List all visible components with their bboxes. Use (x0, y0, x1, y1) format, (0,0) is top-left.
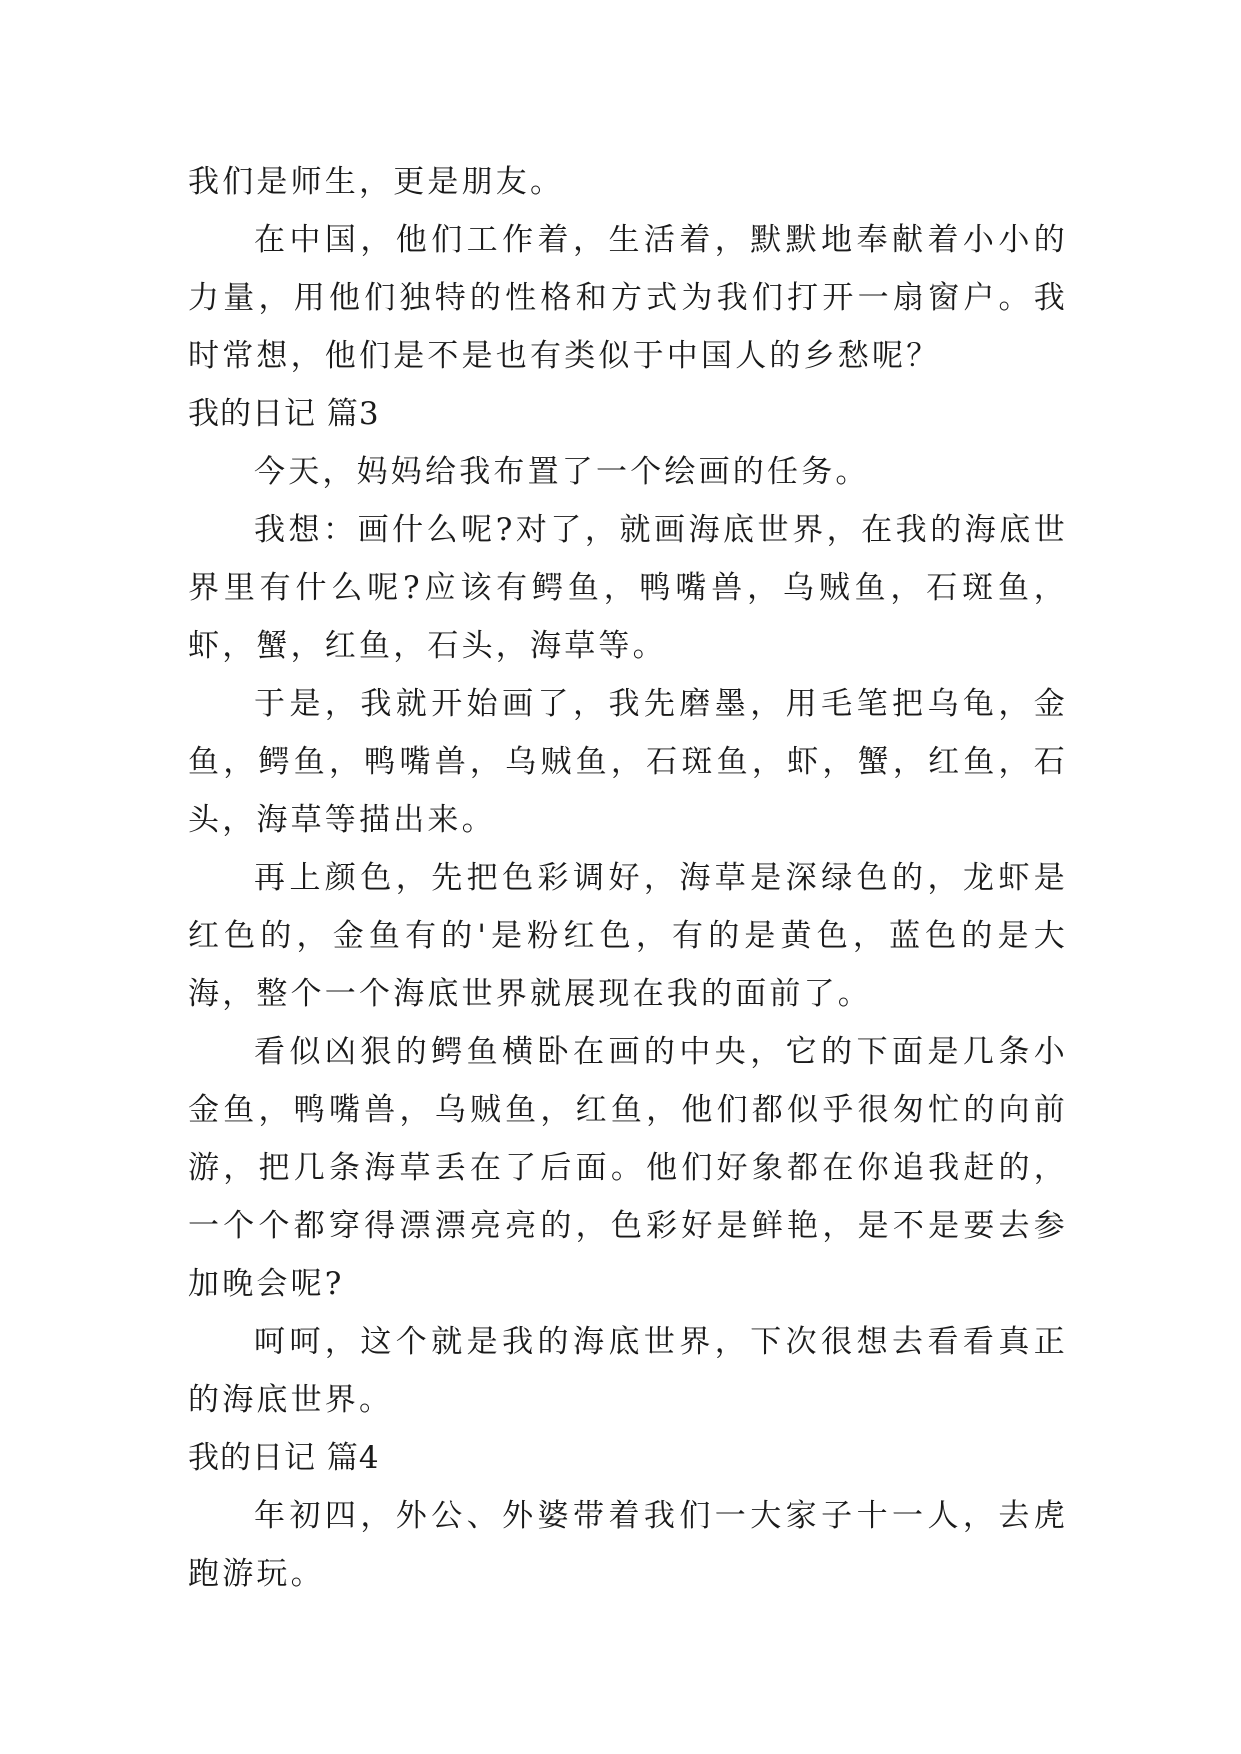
document-body (188, 153, 1068, 1603)
section-heading: 我的日记 篇4 (188, 1440, 380, 1476)
paragraph: 看似凶狠的鳄鱼横卧在画的中央，它的下面是几条小金鱼，鸭嘴兽，乌贼鱼，红鱼，他们都似乎很匆忙的向前游，把几条海草丢在了后面。他们好象都在你追我赶的，一个个都穿得漂漂亮亮的，色彩好是鲜艳，是不是要去参加晚会呢? (188, 1034, 1068, 1302)
paragraph: 年初四，外公、外婆带着我们一大家子十一人，去虎跑游玩。 (188, 1498, 1068, 1592)
paragraph: 在中国，他们工作着，生活着，默默地奉献着小小的力量，用他们独特的性格和方式为我们打开一扇窗户。我时常想，他们是不是也有类似于中国人的乡愁呢？ (188, 222, 1068, 374)
paragraph: 于是，我就开始画了，我先磨墨，用毛笔把乌龟，金鱼，鳄鱼，鸭嘴兽，乌贼鱼，石斑鱼，虾，蟹，红鱼，石头，海草等描出来。 (188, 686, 1068, 838)
paragraph: 我们是师生，更是朋友。 (188, 164, 565, 200)
paragraph: 再上颜色，先把色彩调好，海草是深绿色的，龙虾是红色的，金鱼有的'是粉红色，有的是黄色，蓝色的是大海，整个一个海底世界就展现在我的面前了。 (188, 860, 1068, 1012)
paragraph: 今天，妈妈给我布置了一个绘画的任务。 (254, 454, 870, 490)
section-heading: 我的日记 篇3 (188, 396, 380, 432)
paragraph: 呵呵，这个就是我的海底世界，下次很想去看看真正的海底世界。 (188, 1324, 1068, 1418)
paragraph: 我想：画什么呢?对了，就画海底世界，在我的海底世界里有什么呢?应该有鳄鱼，鸭嘴兽，乌贼鱼，石斑鱼，虾，蟹，红鱼，石头，海草等。 (188, 512, 1068, 664)
